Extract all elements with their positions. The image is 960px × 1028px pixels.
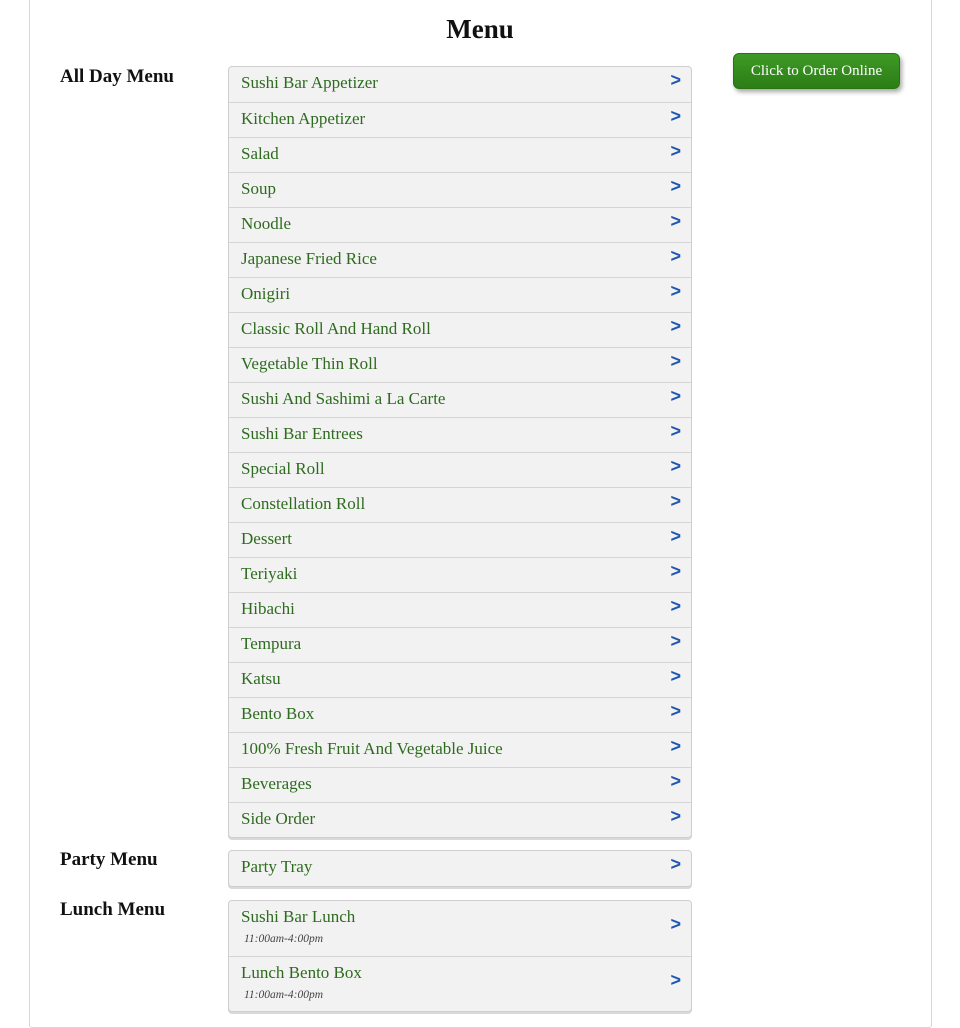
menu-category-label: Tempura [241, 634, 302, 653]
menu-category-hours: 11:00am-4:00pm [244, 933, 323, 945]
chevron-right-icon: > [670, 526, 681, 546]
menu-category-item[interactable] [229, 487, 691, 522]
menu-category-label: Side Order [241, 809, 316, 828]
menu-category-item[interactable] [229, 697, 691, 732]
menu-category-item[interactable] [229, 767, 691, 802]
chevron-right-icon: > [670, 386, 681, 406]
menu-category-label: Special Roll [241, 459, 325, 478]
menu-category-label: Onigiri [241, 284, 291, 303]
menu-category-item[interactable] [229, 851, 691, 886]
menu-category-item[interactable] [229, 802, 691, 837]
menu-category-label: Lunch Bento Box [241, 963, 362, 982]
menu-category-item[interactable] [229, 522, 691, 557]
menu-category-label: Constellation Roll [241, 494, 366, 513]
chevron-right-icon: > [670, 491, 681, 511]
chevron-right-icon: > [670, 771, 681, 791]
chevron-right-icon: > [670, 141, 681, 161]
chevron-right-icon: > [670, 176, 681, 196]
chevron-right-icon: > [670, 456, 681, 476]
party-menu-list [228, 850, 692, 887]
chevron-right-icon: > [670, 806, 681, 826]
menu-category-item[interactable] [229, 732, 691, 767]
chevron-right-icon: > [670, 351, 681, 371]
section-label-all-day: All Day Menu [60, 66, 174, 87]
menu-category-label: Sushi And Sashimi a La Carte [241, 389, 446, 408]
menu-category-item[interactable] [229, 956, 691, 1011]
menu-category-item[interactable] [229, 137, 691, 172]
menu-category-item[interactable] [229, 557, 691, 592]
menu-category-item[interactable] [229, 627, 691, 662]
menu-category-label: Beverages [241, 774, 312, 793]
menu-category-label: Kitchen Appetizer [241, 109, 366, 128]
menu-category-item[interactable] [229, 452, 691, 487]
all-day-menu-list [228, 66, 692, 838]
chevron-right-icon: > [670, 70, 681, 90]
menu-category-label: Bento Box [241, 704, 315, 723]
chevron-right-icon: > [670, 281, 681, 301]
menu-category-hours: 11:00am-4:00pm [244, 989, 323, 1001]
menu-category-label: Party Tray [241, 857, 313, 876]
section-label-lunch: Lunch Menu [60, 899, 166, 920]
chevron-right-icon: > [670, 914, 681, 934]
chevron-right-icon: > [670, 970, 681, 990]
chevron-right-icon: > [670, 666, 681, 686]
menu-category-label: Soup [241, 179, 276, 198]
menu-category-item[interactable] [229, 417, 691, 452]
chevron-right-icon: > [670, 211, 681, 231]
menu-category-label: Noodle [241, 214, 292, 233]
menu-category-label: Salad [241, 144, 279, 163]
menu-category-label: 100% Fresh Fruit And Vegetable Juice [241, 739, 503, 758]
menu-category-label: Japanese Fried Rice [241, 249, 377, 268]
menu-category-item[interactable] [229, 382, 691, 417]
chevron-right-icon: > [670, 736, 681, 756]
chevron-right-icon: > [670, 561, 681, 581]
menu-category-item[interactable] [229, 242, 691, 277]
chevron-right-icon: > [670, 631, 681, 651]
menu-category-label: Katsu [241, 669, 281, 688]
menu-category-label: Sushi Bar Entrees [241, 424, 363, 443]
menu-category-label: Teriyaki [241, 564, 298, 583]
page-title: Menu [446, 14, 514, 44]
menu-category-item[interactable] [229, 67, 691, 102]
menu-category-label: Sushi Bar Appetizer [241, 73, 378, 92]
menu-category-label: Hibachi [241, 599, 295, 618]
menu-category-item[interactable] [229, 592, 691, 627]
chevron-right-icon: > [670, 701, 681, 721]
chevron-right-icon: > [670, 316, 681, 336]
menu-category-label: Vegetable Thin Roll [241, 354, 378, 373]
chevron-right-icon: > [670, 106, 681, 126]
chevron-right-icon: > [670, 421, 681, 441]
menu-category-item[interactable] [229, 207, 691, 242]
menu-category-item[interactable] [229, 347, 691, 382]
chevron-right-icon: > [670, 854, 681, 874]
menu-category-item[interactable] [229, 172, 691, 207]
chevron-right-icon: > [670, 596, 681, 616]
menu-category-item[interactable] [229, 662, 691, 697]
menu-category-label: Classic Roll And Hand Roll [241, 319, 431, 338]
menu-category-item[interactable] [229, 901, 691, 956]
lunch-menu-list [228, 900, 692, 1012]
menu-category-item[interactable] [229, 312, 691, 347]
menu-category-item[interactable] [229, 277, 691, 312]
order-online-button[interactable]: Click to Order Online [733, 53, 900, 89]
menu-category-label: Dessert [241, 529, 292, 548]
menu-category-label: Sushi Bar Lunch [241, 907, 356, 926]
menu-category-item[interactable] [229, 102, 691, 137]
section-label-party: Party Menu [60, 849, 158, 870]
chevron-right-icon: > [670, 246, 681, 266]
